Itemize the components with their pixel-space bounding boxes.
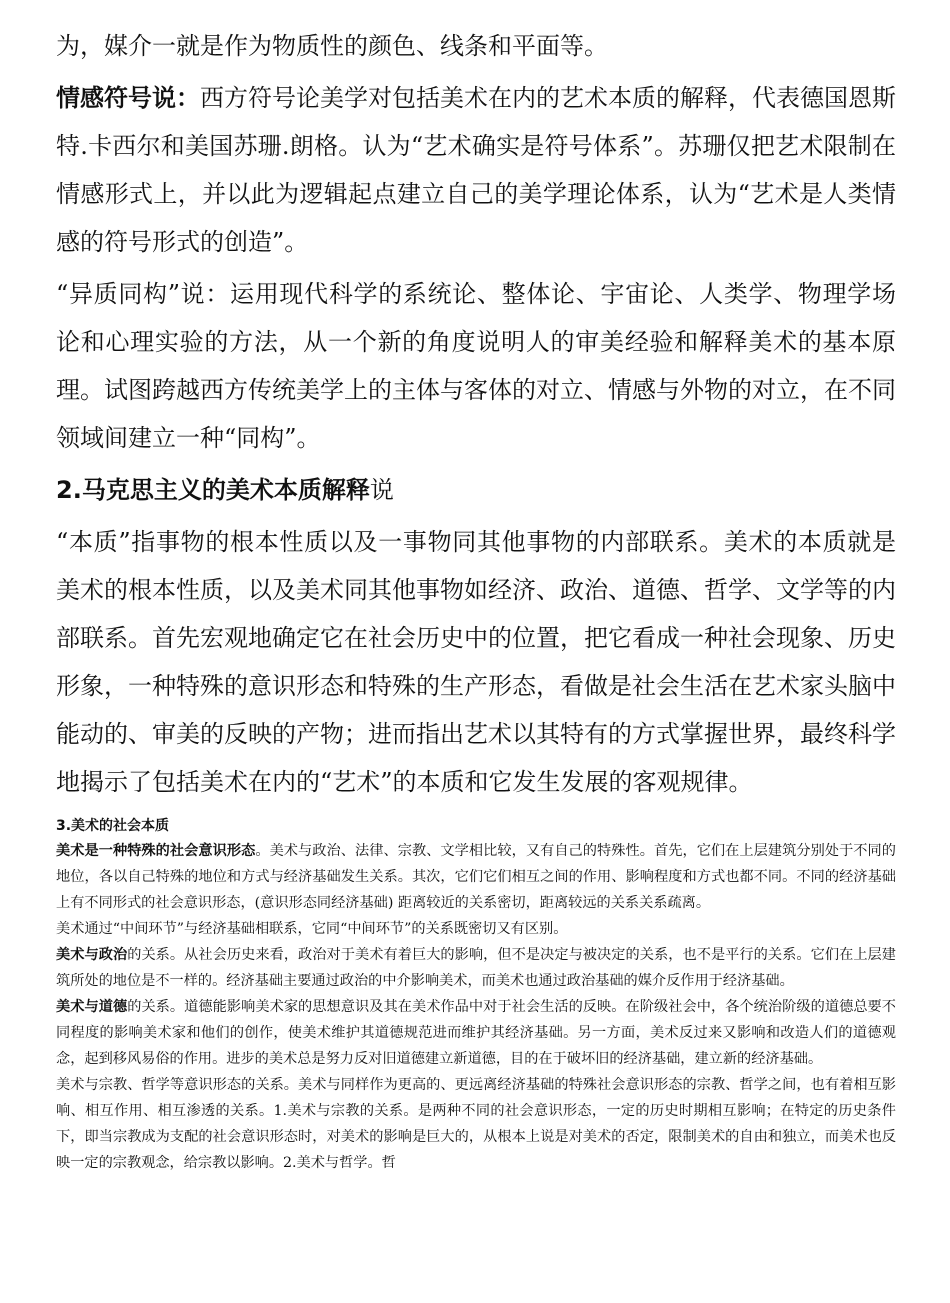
paragraph-art-and-morality: [56, 994, 896, 1072]
paragraph-middle-link: [56, 916, 896, 942]
paragraph-text: 。美术与政治、法律、宗教、文学相比较，又有自己的特殊性。首先，它们在上层建筑分别处于不同的地位，各以自己特殊的地位和方式与经济基础发生关系。其次，它们它们相互之间的作用、影响程度和方式也都不同。不同的经济基础上有不同形式的社会意识形态，(意识形态同经济基础) 距离较近的关系密切，距离较远的关系关系疏离。: [56, 843, 896, 911]
section-heading-social-essence: 3.美术的社会本质: [56, 818, 170, 834]
section-heading-bold: 2.马克思主义的美术本质解释: [56, 476, 370, 504]
paragraph-text: 西方符号论美学对包括美术在内的艺术本质的解释，代表德国恩斯特.卡西尔和美国苏珊.朗格。认为“艺术确实是符号体系”。苏珊仅把艺术限制在情感形式上，并以此为逻辑起点建立自己的美学理论体系，认为“艺术是人类情感的符号形式的创造”。: [56, 84, 896, 256]
cut-off-top-line: 为，媒介一就是作为物质性的颜色、线条和平面等。: [56, 32, 608, 60]
paragraph-text: 美术通过“中间环节”与经济基础相联系，它同“中间环节”的关系既密切又有区别。: [56, 921, 568, 937]
paragraph-text: 美术与宗教、哲学等意识形态的关系。美术与同样作为更高的、更远离经济基础的特殊社会意识形态的宗教、哲学之间，也有着相互影响、相互作用、相互渗透的关系。1.美术与宗教的关系。是两种不同的社会意识形态，一定的历史时期相互影响；在特定的历史条件下，即当宗教成为支配的社会意识形态时，对美术的影响是巨大的，从根本上说是对美术的否定，限制美术的自由和独立，而美术也反映一定的宗教观念，给宗教以影响。2.美术与哲学。哲: [56, 1077, 896, 1171]
paragraph-text: “异质同构”说：运用现代科学的系统论、整体论、宇宙论、人类学、物理学场论和心理实验的方法，从一个新的角度说明人的审美经验和解释美术的基本原理。试图跨越西方传统美学上的主体与客体的对立、情感与外物的对立，在不同领域间建立一种“同构”。: [56, 280, 896, 452]
section-heading-marxism: [56, 468, 394, 512]
paragraph-art-and-politics: [56, 942, 896, 994]
paragraph-text: “本质”指事物的根本性质以及一事物同其他事物的内部联系。美术的本质就是美术的根本性质，以及美术同其他事物如经济、政治、道德、哲学、文学等的内部联系。首先宏观地确定它在社会历史中的位置，把它看成一种社会现象、历史形象，一种特殊的意识形态和特殊的生产形态，看做是社会生活在艺术家头脑中能动的、审美的反映的产物；进而指出艺术以其特有的方式掌握世界，最终科学地揭示了包括美术在内的“艺术”的本质和它发生发展的客观规律。: [56, 528, 896, 796]
paragraph-text: 的关系。道德能影响美术家的思想意识及其在美术作品中对于社会生活的反映。在阶级社会中，各个统治阶级的道德总要不同程度的影响美术家和他们的创作，使美术维护其道德规范进而维护其经济基础。另一方面，美术反过来又影响和改造人们的道德观念，起到移风易俗的作用。进步的美术总是努力反对旧道德建立新道德，目的在于破坏旧的经济基础，建立新的经济基础。: [56, 999, 896, 1067]
term-ideology: 美术是一种特殊的社会意识形态: [56, 843, 256, 859]
social-essence-section: [56, 814, 896, 1176]
paragraph-isomorphism-theory: [56, 270, 896, 462]
paragraph-text: 的关系。从社会历史来看，政治对于美术有着巨大的影响，但不是决定与被决定的关系，也不是平行的关系。它们在上层建筑所处的地位是不一样的。经济基础主要通过政治的中介影响美术，而美术也通过政治基础的媒介反作用于经济基础。: [56, 947, 896, 989]
term-art-politics: 美术与政治: [56, 947, 128, 963]
paragraph-emotional-symbol-theory: [56, 74, 896, 266]
paragraph-art-religion-philosophy: [56, 1072, 896, 1176]
paragraph-essence-definition: [56, 518, 896, 806]
term-emotional-symbol: 情感符号说：: [56, 83, 200, 112]
paragraph-ideology: [56, 838, 896, 916]
section-heading-tail: 说: [369, 476, 394, 504]
term-art-morality: 美术与道德: [56, 999, 128, 1015]
